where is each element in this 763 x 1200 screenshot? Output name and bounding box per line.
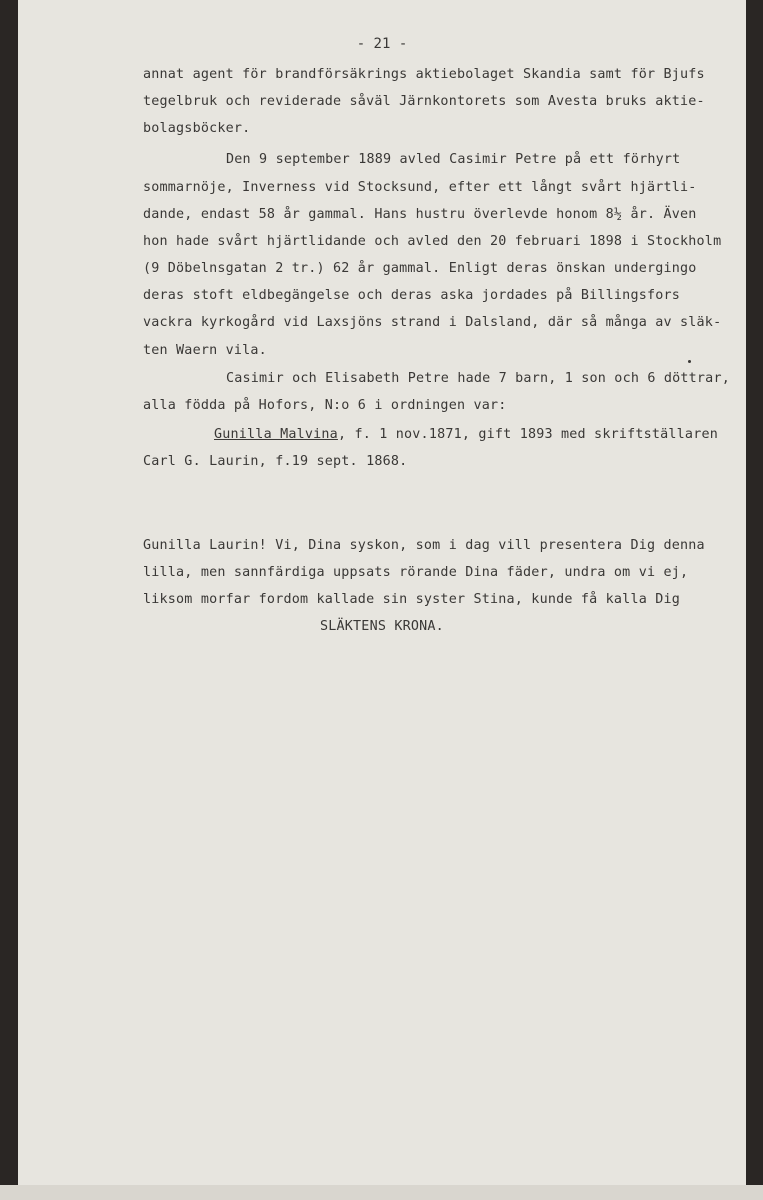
text-line	[214, 427, 718, 442]
text-line: dande, endast 58 år gammal. Hans hustru överlevde honom 8½ år. Även	[143, 207, 697, 222]
underlined-name: Gunilla Malvina	[214, 427, 338, 442]
text-line: ten Waern vila.	[143, 343, 267, 358]
text-line: Carl G. Laurin, f.19 sept. 1868.	[143, 454, 408, 469]
text-line: Den 9 september 1889 avled Casimir Petre på ett förhyrt	[226, 152, 681, 167]
text-line: Gunilla Laurin! Vi, Dina syskon, som i dag vill presentera Dig denna	[143, 538, 705, 553]
text-segment: , f. 1 nov.1871, gift 1893 med skriftställaren	[337, 427, 718, 442]
text-line: annat agent för brandförsäkrings aktiebolaget Skandia samt för Bjufs	[143, 67, 705, 82]
text-line: deras stoft eldbegängelse och deras aska jordades på Billingsfors	[143, 288, 681, 303]
page-number: - 21 -	[356, 36, 408, 52]
text-line: lilla, men sannfärdiga uppsats rörande Dina fäder, undra om vi ej,	[143, 565, 689, 580]
text-line: sommarnöje, Inverness vid Stocksund, efter ett långt svårt hjärtli-	[143, 180, 697, 195]
text-line: alla födda på Hofors, N:o 6 i ordningen var:	[143, 398, 507, 413]
document-page	[18, 0, 746, 1185]
text-line: hon hade svårt hjärtlidande och avled den 20 februari 1898 i Stockholm	[143, 234, 722, 249]
scan-border	[0, 1185, 763, 1200]
text-line: Casimir och Elisabeth Petre hade 7 barn, 1 son och 6 döttrar,	[226, 371, 730, 386]
text-line: vackra kyrkogård vid Laxsjöns strand i Dalsland, där så många av släk-	[143, 315, 722, 330]
text-line: SLÄKTENS KRONA.	[320, 619, 444, 634]
text-line: (9 Döbelnsgatan 2 tr.) 62 år gammal. Enligt deras önskan undergingo	[143, 261, 697, 276]
text-line: liksom morfar fordom kallade sin syster Stina, kunde få kalla Dig	[143, 592, 681, 607]
ink-dot	[688, 360, 691, 363]
text-line: tegelbruk och reviderade såväl Järnkontorets som Avesta bruks aktie-	[143, 94, 705, 109]
text-line: bolagsböcker.	[143, 121, 251, 136]
